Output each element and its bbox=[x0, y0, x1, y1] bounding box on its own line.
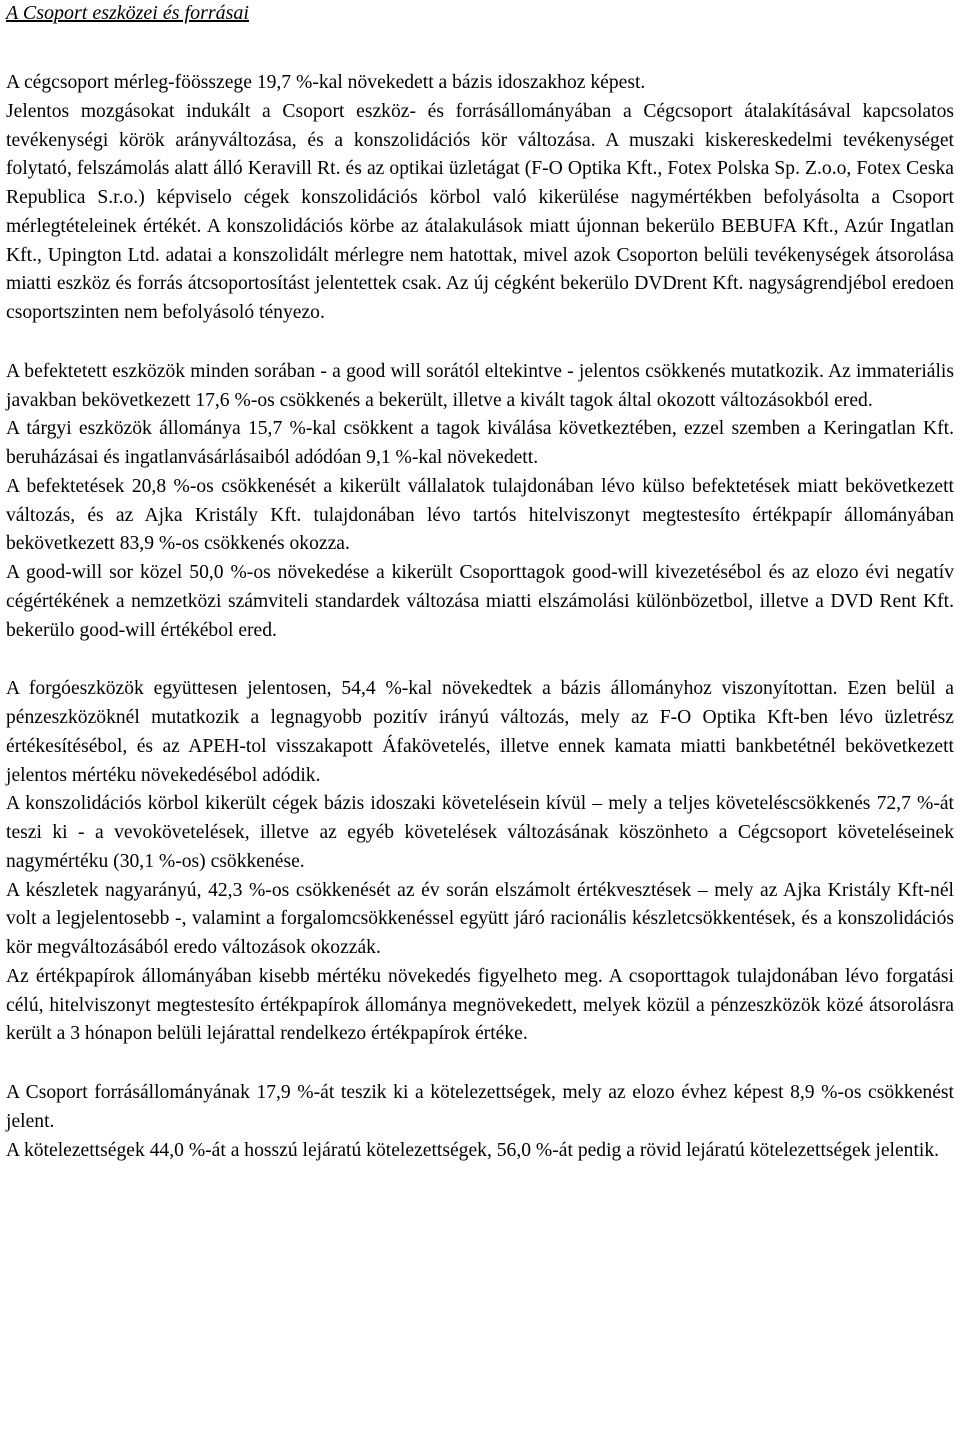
paragraph: A cégcsoport mérleg-föösszege 19,7 %-kal növekedett a bázis idoszakhoz képest. bbox=[6, 72, 646, 93]
block-fixed-assets bbox=[6, 358, 954, 646]
paragraph: Jelentos mozgásokat indukált a Csoport eszköz- és forrásállományában a Cégcsoport átalakításával kapcsolatos tevékenységi körök arányváltozása, és a konszolidációs kör változása. A muszaki kiskereskedelmi tevékenységet folytató, felszámolás alatt álló Keravill Rt. és az optikai üzletágat (F-O Optika Kft., Fotex Polska Sp. Z.o.o, Fotex Ceska Republica S.r.o.) képviselo cégek konszolidációs körbol való kikerülése nagymértékben befolyásolta a Csoport mérlegtételeinek értékét. A konszolidációs körbe az átalakulások miatt újonnan bekerülo BEBUFA Kft., Azúr Ingatlan Kft., Upington Ltd. adatai a konszolidált mérlegre nem hatottak, mivel azok Csoporton belüli tevékenységek átsorolása miatti eszköz és forrás átcsoportosítást jelentettek csak. Az új cégként bekerülo DVDrent Kft. nagyságrendjébol eredoen csoportszinten nem befolyásoló tényezo. bbox=[6, 100, 954, 323]
block-overview bbox=[6, 69, 954, 328]
block-current-assets bbox=[6, 675, 954, 1049]
paragraph: Az értékpapírok állományában kisebb mértéku növekedés figyelheto meg. A csoporttagok tulajdonában lévo forgatási célú, hitelviszonyt megtestesíto értékpapírok állománya megnövekedett, melyek közül a pénzeszközök közé átsorolásra került a 3 hónapon belüli lejárattal rendelkezo értékpapírok értéke. bbox=[6, 965, 954, 1045]
paragraph: A befektetések 20,8 %-os csökkenését a kikerült vállalatok tulajdonában lévo külso befektetések miatt bekövetkezett változás, és az Ajka Kristály Kft. tulajdonában lévo tartós hitelviszonyt megtestesíto értékpapír állományában bekövetkezett 83,9 %-os csökkenés okozza. bbox=[6, 475, 954, 555]
section-heading: A Csoport eszközei és forrásai bbox=[6, 2, 249, 24]
spacer bbox=[6, 1049, 954, 1079]
block-liabilities bbox=[6, 1079, 954, 1165]
paragraph: A tárgyi eszközök állománya 15,7 %-kal csökkent a tagok kiválása következtében, ezzel szemben a Keringatlan Kft. beruházásai és ingatlanvásárlásaiból adódóan 9,1 %-kal növekedett. bbox=[6, 418, 954, 468]
spacer bbox=[6, 645, 954, 675]
document-page bbox=[6, 0, 954, 1165]
paragraph: A kötelezettségek 44,0 %-át a hosszú lejáratú kötelezettségek, 56,0 %-át pedig a rövid lejáratú kötelezettségek jelentik. bbox=[6, 1139, 940, 1161]
paragraph: A konszolidációs körbol kikerült cégek bázis idoszaki követelésein kívül – mely a teljes követeléscsökkenés 72,7 %-át teszi ki - a vevokövetelések, illetve az egyéb követelések változásának köszönheto a Cégcsoport követeléseinek nagymértéku (30,1 %-os) csökkenése. bbox=[6, 793, 954, 872]
spacer bbox=[6, 26, 954, 69]
paragraph: A készletek nagyarányú, 42,3 %-os csökkenését az év során elszámolt értékvesztések – mely az Ajka Kristály Kft-nél volt a legjelentosebb -, valamint a forgalomcsökkenéssel együtt járó racionális készletcsökkentések, és a konszolidációs kör megváltozásából eredo változások okozzák. bbox=[6, 879, 954, 958]
paragraph: A Csoport forrásállományának 17,9 %-át teszik ki a kötelezettségek, mely az elozo évhez képest 8,9 %-os csökkenést jelent. bbox=[6, 1082, 954, 1132]
paragraph: A good-will sor közel 50,0 %-os növekedése a kikerült Csoporttagok good-will kivezetésébol és az elozo évi negatív cégértékének a nemzetközi számviteli standardek változása miatti elszámolási különbözetbol, illetve a DVD Rent Kft. bekerülo good-will értékébol ered. bbox=[6, 562, 954, 641]
paragraph: A befektetett eszközök minden sorában - a good will sorától eltekintve - jelentos csökkenés mutatkozik. Az immateriális javakban bekövetkezett 17,6 %-os csökkenés a bekerült, illetve a kivált tagok által okozott változásokból ered. bbox=[6, 360, 954, 411]
spacer bbox=[6, 328, 954, 358]
paragraph: A forgóeszközök együttesen jelentosen, 54,4 %-kal növekedtek a bázis állományhoz viszonyítottan. Ezen belül a pénzeszközöknél mutatkozik a legnagyobb pozitív irányú változás, mely az F-O Optika Kft-ben lévo üzletrész értékesítésébol, és az APEH-tol visszakapott Áfakövetelés, illetve ennek kamata miatti bankbetétnél bekövetkezett jelentos mértéku növekedésébol adódik. bbox=[6, 678, 954, 786]
